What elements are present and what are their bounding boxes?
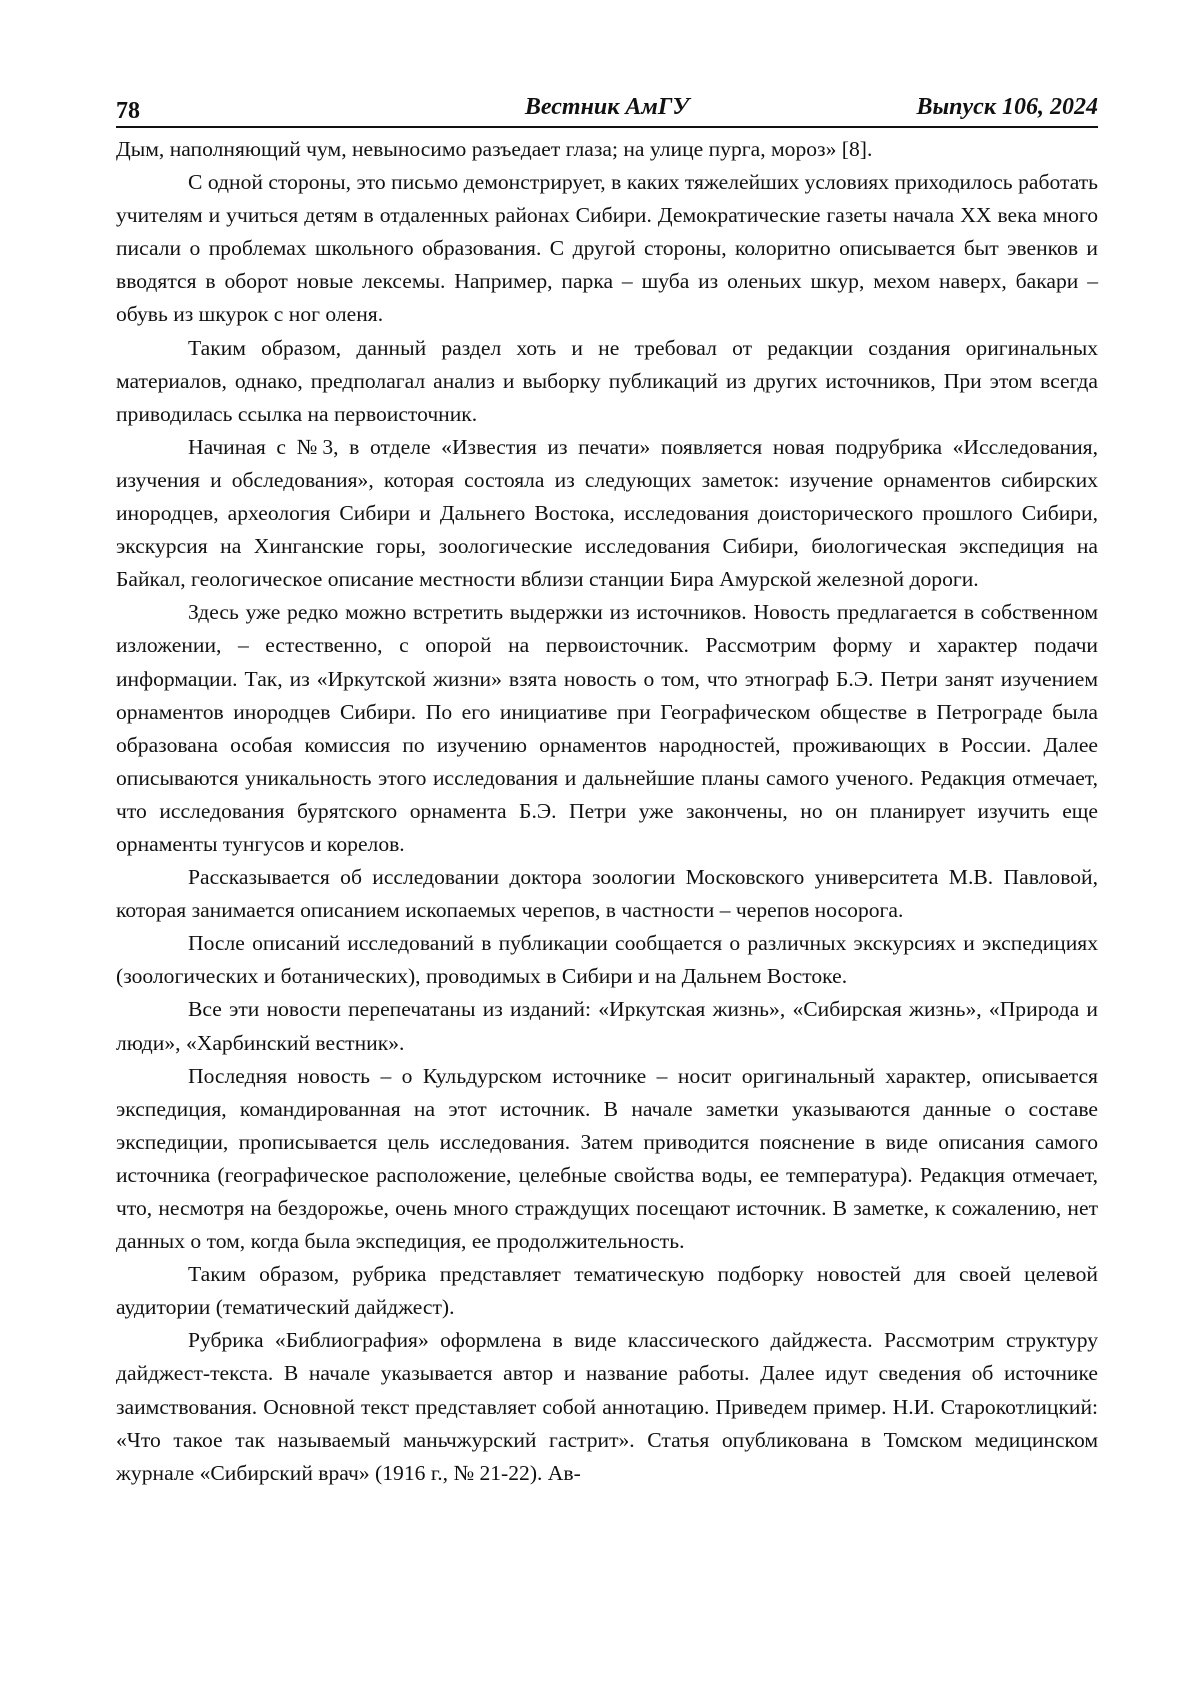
paragraph: Дым, наполняющий чум, невыносимо разъедает глаза; на улице пурга, мороз» [8]. xyxy=(116,137,873,161)
paragraph: Все эти новости перепечатаны из изданий: «Иркутская жизнь», «Сибирская жизнь», «Природа и люди», «Харбинский вестник». xyxy=(116,997,1098,1055)
paragraph: Таким образом, данный раздел хоть и не требовал от редакции создания оригинальных материалов, однако, предполагал анализ и выборку публикаций из других источников, При этом всегда приводилась ссылка на первоисточник. xyxy=(116,335,1098,426)
paragraph: Здесь уже редко можно встретить выдержки из источников. Новость предлагается в собственном изложении, – естественно, с опорой на первоисточник. Рассмотрим форму и характер подачи информации. Так, из «Иркутской жизни» взята новость о том, что этнограф Б.Э. Петри занят изучением орнаментов инородцев Сибири. По его инициативе при Географическом обществе в Петрограде была образована особая комиссия по изучению орнаментов народностей, проживающих в России. Далее описываются уникальность этого исследования и дальнейшие планы самого ученого. Редакция отмечает, что исследования бурятского орнамента Б.Э. Петри уже закончены, но он планирует изучить еще орнаменты тунгусов и корелов. xyxy=(116,600,1098,856)
paragraph: Рассказывается об исследовании доктора зоологии Московского университета М.В. Павловой, которая занимается описанием ископаемых черепов, в частности – черепов носорога. xyxy=(116,865,1098,923)
paragraph: Рубрика «Библиография» оформлена в виде классического дайджеста. Рассмотрим структуру дайджест-текста. В начале указывается автор и название работы. Далее идут сведения об источнике заимствования. Основной текст представляет собой аннотацию. Приведем пример. Н.И. Старокотлицкий: «Что такое так называемый маньчжурский гастрит». Статья опубликована в Томском медицинском журнале «Сибирский врач» (1916 г., № 21-22). Ав- xyxy=(116,1328,1098,1485)
paragraph: Таким образом, рубрика представляет тематическую подборку новостей для своей целевой аудитории (тематический дайджест). xyxy=(116,1262,1098,1320)
paragraph: Последняя новость – о Кульдурском источнике – носит оригинальный характер, описывается экспедиция, командированная на этот источник. В начале заметки указываются данные о составе экспедиции, прописывается цель исследования. Затем приводится пояснение в виде описания самого источника (географическое расположение, целебные свойства воды, ее температура). Редакция отмечает, что, несмотря на бездорожье, очень много страждущих посещают источник. В заметке, к сожалению, нет данных о том, когда была экспедиция, ее продолжительность. xyxy=(116,1063,1098,1254)
paragraph: Начиная с №3, в отделе «Известия из печати» появляется новая подрубрика «Исследования, изучения и обследования», которая состояла из следующих заметок: изучение орнаментов сибирских инородцев, археология Сибири и Дальнего Востока, исследования доисторического прошлого Сибири, экскурсия на Хинганские горы, зоологические исследования Сибири, биологическая экспедиция на Байкал, геологическое описание местности вблизи станции Бира Амурской железной дороги. xyxy=(116,434,1098,592)
page-number: 78 xyxy=(116,98,140,124)
paragraph: С одной стороны, это письмо демонстрирует, в каких тяжелейших условиях приходилось работать учителям и учиться детям в отдаленных районах Сибири. Демократические газеты начала XX века много писали о проблемах школьного образования. С другой стороны, колоритно описывается быт эвенков и вводятся в оборот новые лексемы. Например, парка – шуба из оленьих шкур, мехом наверх, бакари – обувь из шкурок с ног оленя. xyxy=(116,170,1098,327)
journal-title: Вестник АмГУ xyxy=(524,94,690,120)
journal-page xyxy=(116,88,1098,1490)
running-header xyxy=(116,88,1098,128)
issue-info: Выпуск 106, 2024 xyxy=(916,94,1098,120)
paragraph: После описаний исследований в публикации сообщается о различных экскурсиях и экспедициях (зоологических и ботанических), проводимых в Сибири и на Дальнем Востоке. xyxy=(116,931,1098,989)
article-body xyxy=(116,133,1098,1490)
